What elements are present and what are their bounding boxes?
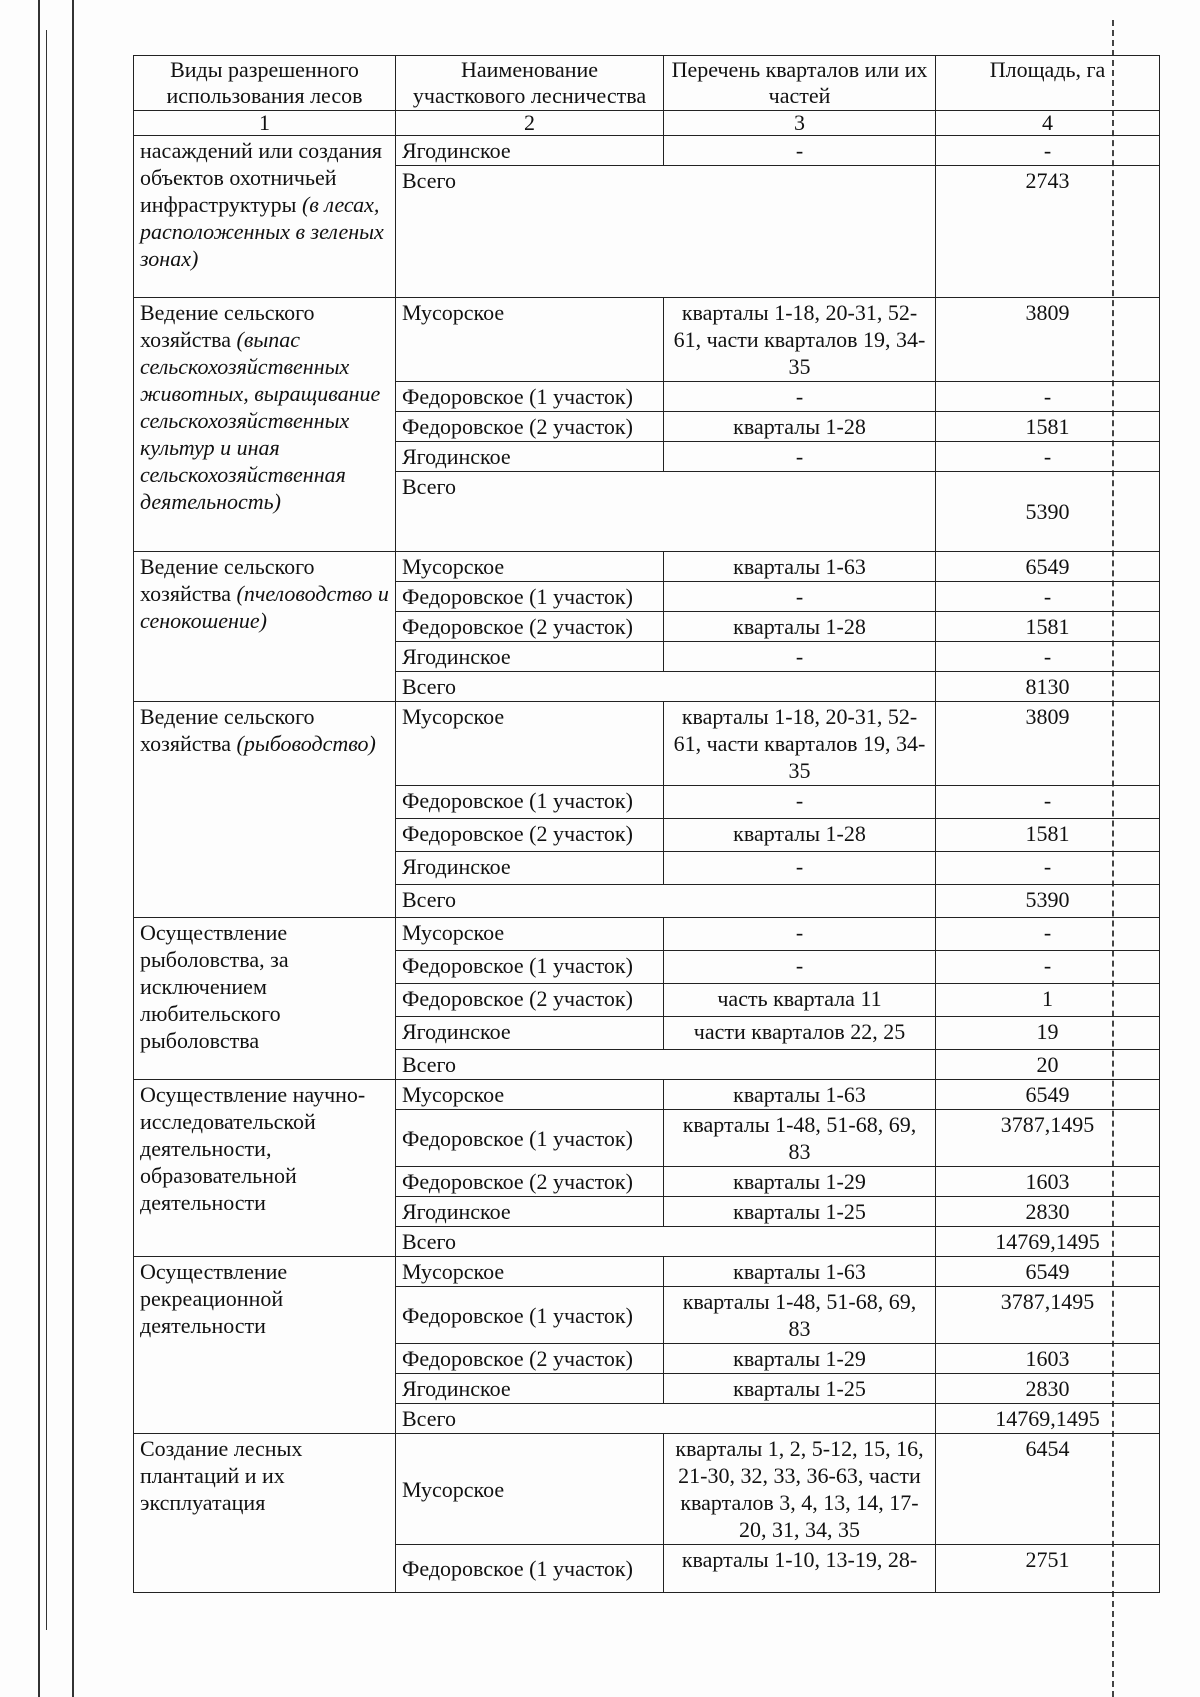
area-cell: - xyxy=(936,442,1160,472)
forestry-cell: Федоровское (1 участок) xyxy=(396,1287,664,1344)
header-area: Площадь, га xyxy=(936,56,1160,111)
quarters-cell: кварталы 1-63 xyxy=(664,1080,936,1110)
quarters-cell: часть квартала 11 xyxy=(664,984,936,1017)
forestry-cell: Федоровское (2 участок) xyxy=(396,612,664,642)
forestry-cell: Федоровское (1 участок) xyxy=(396,582,664,612)
use-type-cell xyxy=(134,136,396,298)
quarters-cell: кварталы 1-18, 20-31, 52-61, части кварталов 19, 34-35 xyxy=(664,702,936,786)
quarters-cell: кварталы 1-63 xyxy=(664,552,936,582)
forestry-cell: Федоровское (1 участок) xyxy=(396,382,664,412)
forestry-cell: Мусорское xyxy=(396,918,664,951)
quarters-cell: - xyxy=(664,786,936,819)
table-row xyxy=(134,1080,1160,1110)
total-area: 2743 xyxy=(936,166,1160,298)
area-cell: 1581 xyxy=(936,819,1160,852)
table-row xyxy=(134,1257,1160,1287)
table-row xyxy=(134,702,1160,786)
area-cell: 1603 xyxy=(936,1167,1160,1197)
quarters-cell: - xyxy=(664,852,936,885)
forestry-cell: Федоровское (1 участок) xyxy=(396,786,664,819)
quarters-cell: кварталы 1-25 xyxy=(664,1374,936,1404)
forestry-cell: Мусорское xyxy=(396,702,664,786)
column-number: 2 xyxy=(396,111,664,136)
quarters-cell: кварталы 1-28 xyxy=(664,819,936,852)
quarters-cell: - xyxy=(664,582,936,612)
area-cell: - xyxy=(936,642,1160,672)
area-cell: 19 xyxy=(936,1017,1160,1050)
quarters-cell: кварталы 1-29 xyxy=(664,1167,936,1197)
area-cell: 6549 xyxy=(936,552,1160,582)
quarters-cell: кварталы 1-48, 51-68, 69, 83 xyxy=(664,1287,936,1344)
quarters-cell: - xyxy=(664,382,936,412)
use-type-text: Ведение сельского хозяйства xyxy=(140,554,315,606)
quarters-cell: - xyxy=(664,442,936,472)
forestry-cell: Федоровское (1 участок) xyxy=(396,1545,664,1593)
table-row xyxy=(134,552,1160,582)
quarters-cell: кварталы 1-25 xyxy=(664,1197,936,1227)
quarters-cell: кварталы 1-10, 13-19, 28- xyxy=(664,1545,936,1593)
header-use-type: Виды разрешенного использования лесов xyxy=(134,56,396,111)
scan-edge-line xyxy=(38,0,40,1697)
forestry-cell: Ягодинское xyxy=(396,852,664,885)
column-number: 4 xyxy=(936,111,1160,136)
forestry-cell: Федоровское (2 участок) xyxy=(396,984,664,1017)
forestry-cell: Федоровское (2 участок) xyxy=(396,412,664,442)
forestry-cell: Мусорское xyxy=(396,298,664,382)
total-label: Всего xyxy=(396,1050,936,1080)
total-area: 14769,1495 xyxy=(936,1404,1160,1434)
table-row xyxy=(134,1434,1160,1545)
quarters-cell: - xyxy=(664,951,936,984)
table-row xyxy=(134,918,1160,951)
use-type-cell xyxy=(134,1434,396,1593)
scan-edge-line xyxy=(72,0,74,1697)
forestry-cell: Ягодинское xyxy=(396,136,664,166)
forestry-cell: Мусорское xyxy=(396,1434,664,1545)
area-cell: 2830 xyxy=(936,1197,1160,1227)
use-type-cell xyxy=(134,552,396,702)
area-cell: - xyxy=(936,136,1160,166)
use-type-text: Ведение сельского хозяйства xyxy=(140,300,315,352)
area-cell: 3809 xyxy=(936,298,1160,382)
area-cell: - xyxy=(936,582,1160,612)
area-cell: 6549 xyxy=(936,1257,1160,1287)
forestry-cell: Мусорское xyxy=(396,1257,664,1287)
forestry-cell: Мусорское xyxy=(396,1080,664,1110)
quarters-cell: кварталы 1-63 xyxy=(664,1257,936,1287)
total-area: 5390 xyxy=(936,885,1160,918)
forestry-cell: Федоровское (2 участок) xyxy=(396,1344,664,1374)
area-cell: 3809 xyxy=(936,702,1160,786)
total-label: Всего xyxy=(396,885,936,918)
use-type-text: Создание лесных плантаций и их эксплуатация xyxy=(140,1436,303,1515)
header-forestry: Наименование участкового лесничества xyxy=(396,56,664,111)
area-cell: - xyxy=(936,852,1160,885)
use-type-cell xyxy=(134,1257,396,1434)
use-type-text: Ведение сельского хозяйства xyxy=(140,704,315,756)
forestry-cell: Ягодинское xyxy=(396,1374,664,1404)
quarters-cell: кварталы 1, 2, 5-12, 15, 16, 21-30, 32, 33, 36-63, части кварталов 3, 4, 13, 14, 17-20, 31, 34, 35 xyxy=(664,1434,936,1545)
scan-edge-line xyxy=(46,30,47,1630)
use-type-cell xyxy=(134,298,396,552)
forestry-cell: Ягодинское xyxy=(396,442,664,472)
quarters-cell: кварталы 1-28 xyxy=(664,612,936,642)
area-cell: 2751 xyxy=(936,1545,1160,1593)
forestry-cell: Федоровское (2 участок) xyxy=(396,1167,664,1197)
use-type-cell xyxy=(134,918,396,1080)
forestry-cell: Ягодинское xyxy=(396,642,664,672)
area-cell: - xyxy=(936,918,1160,951)
use-type-note: (в лесах, расположенных в зеленых зонах) xyxy=(140,192,384,271)
quarters-cell: - xyxy=(664,136,936,166)
area-cell: 1 xyxy=(936,984,1160,1017)
quarters-cell: - xyxy=(664,642,936,672)
table-row xyxy=(134,136,1160,166)
total-area: 14769,1495 xyxy=(936,1227,1160,1257)
use-type-cell xyxy=(134,702,396,918)
use-type-text: Осуществление рыболовства, за исключением любительского рыболовства xyxy=(140,920,289,1053)
quarters-cell: кварталы 1-18, 20-31, 52-61, части кварталов 19, 34-35 xyxy=(664,298,936,382)
total-area: 8130 xyxy=(936,672,1160,702)
column-number: 1 xyxy=(134,111,396,136)
area-cell: 3787,1495 xyxy=(936,1110,1160,1167)
column-number: 3 xyxy=(664,111,936,136)
quarters-cell: кварталы 1-48, 51-68, 69, 83 xyxy=(664,1110,936,1167)
use-type-text: Осуществление рекреационной деятельности xyxy=(140,1259,288,1338)
use-type-cell xyxy=(134,1080,396,1257)
total-label: Всего xyxy=(396,672,936,702)
quarters-cell: - xyxy=(664,918,936,951)
area-cell: 6454 xyxy=(936,1434,1160,1545)
use-type-note: (выпас сельскохозяйственных животных, выращивание сельскохозяйственных культур и иная сельскохозяйственная деятельность) xyxy=(140,327,381,514)
forestry-cell: Федоровское (1 участок) xyxy=(396,951,664,984)
forestry-cell: Мусорское xyxy=(396,552,664,582)
forestry-cell: Ягодинское xyxy=(396,1017,664,1050)
total-label: Всего xyxy=(396,166,936,298)
use-type-text: Осуществление научно-исследовательской деятельности, образовательной деятельности xyxy=(140,1082,366,1215)
quarters-cell: части кварталов 22, 25 xyxy=(664,1017,936,1050)
header-quarters: Перечень кварталов или их частей xyxy=(664,56,936,111)
total-area: 20 xyxy=(936,1050,1160,1080)
table-row xyxy=(134,298,1160,382)
forestry-cell: Федоровское (1 участок) xyxy=(396,1110,664,1167)
area-cell: - xyxy=(936,951,1160,984)
area-cell: 1581 xyxy=(936,412,1160,442)
forest-use-table xyxy=(133,55,1160,1593)
area-cell: 1603 xyxy=(936,1344,1160,1374)
quarters-cell: кварталы 1-29 xyxy=(664,1344,936,1374)
area-cell: - xyxy=(936,786,1160,819)
area-cell: - xyxy=(936,382,1160,412)
column-number-row xyxy=(134,111,1160,136)
total-label: Всего xyxy=(396,1404,936,1434)
total-label: Всего xyxy=(396,1227,936,1257)
use-type-note: (рыбоводство) xyxy=(236,731,376,756)
area-cell: 3787,1495 xyxy=(936,1287,1160,1344)
area-cell: 1581 xyxy=(936,612,1160,642)
use-type-text: насаждений или создания объектов охотничьей инфраструктуры xyxy=(140,138,383,217)
forestry-cell: Ягодинское xyxy=(396,1197,664,1227)
total-area: 5390 xyxy=(936,472,1160,552)
area-cell: 2830 xyxy=(936,1374,1160,1404)
total-label: Всего xyxy=(396,472,936,552)
area-cell: 6549 xyxy=(936,1080,1160,1110)
use-type-note: (пчеловодство и сенокошение) xyxy=(140,581,389,633)
quarters-cell: кварталы 1-28 xyxy=(664,412,936,442)
table-header-row xyxy=(134,56,1160,111)
forestry-cell: Федоровское (2 участок) xyxy=(396,819,664,852)
